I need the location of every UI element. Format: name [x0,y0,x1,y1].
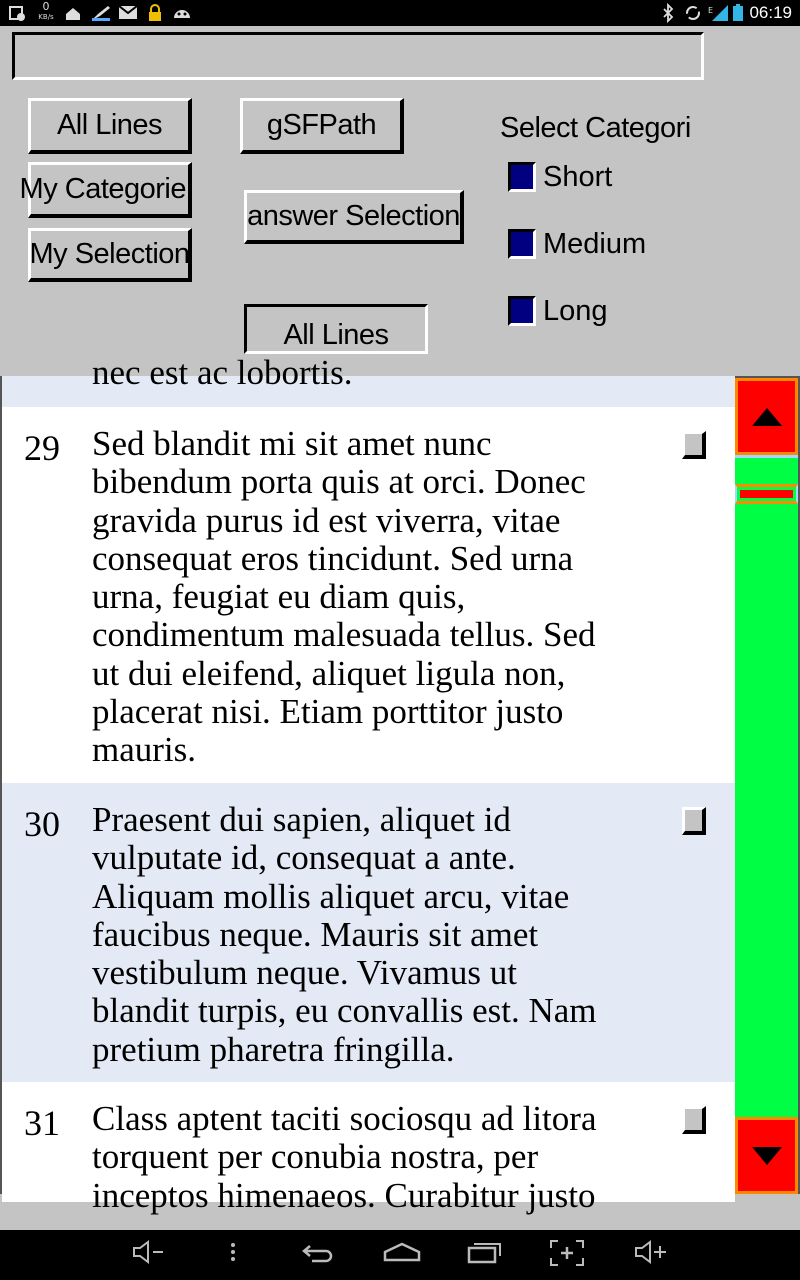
volume-down-icon[interactable] [130,1238,166,1273]
screenshot-icon[interactable] [548,1238,586,1275]
category-medium[interactable] [508,227,646,261]
category-medium-checkbox[interactable] [508,229,536,259]
category-long-label: Long [543,294,608,327]
answer-selection-button[interactable]: answer Selection [244,190,464,244]
scroll-track-divider [735,455,798,458]
list-item-checkbox[interactable] [682,431,706,459]
signal-icon [708,4,730,22]
list-item-text: Praesent dui sapien, aliquet id vulputate id, consequat a ante. Aliquam mollis aliquet arcu, vitae faucibus neque. Mauris sit amet vestibulum neque. Vivamus ut blandit turpis, eu convallis est. Nam pretium pharetra fringilla. [92,800,597,1069]
category-long[interactable] [508,294,608,328]
data-speed-icon [36,2,56,22]
scrollbar[interactable] [735,376,800,1194]
list-item-number: 31 [24,1103,60,1143]
all-lines-center-button[interactable]: All Lines [244,304,428,354]
bluetooth-icon [662,4,674,22]
gmail-icon [118,4,138,22]
my-selection-button[interactable]: My Selection [28,228,192,282]
list-item[interactable] [2,1082,735,1215]
category-medium-label: Medium [543,227,647,260]
lock-icon [148,4,162,22]
data-speed-value: 0 [42,0,50,13]
scroll-up-button[interactable] [735,378,798,455]
list-item[interactable] [2,407,735,783]
arrow-down-icon [752,1147,782,1165]
sync-icon [684,4,702,22]
download-icon [64,4,82,22]
list-item-checkbox[interactable] [682,807,706,835]
android-icon [172,4,192,22]
back-icon[interactable] [300,1238,336,1273]
list-item-partial[interactable] [2,353,735,407]
lines-list[interactable] [0,353,735,1215]
category-short-checkbox[interactable] [508,162,536,192]
my-categories-button[interactable]: My Categorie [28,162,192,218]
navigation-bar [0,1230,800,1280]
top-text-input[interactable] [12,32,704,80]
battery-icon [732,4,744,22]
list-item-number: 30 [24,804,60,844]
list-item[interactable] [2,783,735,1082]
all-lines-button[interactable]: All Lines [28,98,192,154]
select-categories-label: Select Categori [500,112,691,144]
arrow-up-icon [752,408,782,426]
list-item-text: Sed blandit mi sit amet nunc bibendum porta quis at orci. Donec gravida purus id est viverra, vitae consequat eros tincidunt. Sed urna urna, feugiat eu diam quis, condimentum malesuada tellus. Sed ut dui eleifend, aliquet ligula non, placerat nisi. Etiam porttitor justo mauris. [92,424,596,770]
paint-icon [90,4,112,22]
menu-icon[interactable] [226,1238,240,1273]
list-item-number: 29 [24,428,60,468]
list-item-text: Class aptent taciti sociosqu ad litora torquent per conubia nostra, per inceptos himenaeos. Curabitur justo [92,1099,597,1215]
volume-up-icon[interactable] [632,1238,668,1273]
recent-apps-icon[interactable] [466,1238,504,1273]
data-speed-unit: KB/s [38,13,54,21]
clock: 06:19 [749,3,792,22]
category-long-checkbox[interactable] [508,296,536,326]
scroll-thumb[interactable] [735,484,798,504]
status-bar [0,0,800,26]
category-short-label: Short [543,160,613,193]
svg-text:E: E [708,6,714,15]
scroll-down-button[interactable] [735,1117,798,1194]
gsfpath-button[interactable]: gSFPath [240,98,404,154]
list-item-text: nec est ac lobortis. [92,353,353,392]
category-short[interactable] [508,160,612,194]
list-item-checkbox[interactable] [682,1106,706,1134]
android-debug-icon [8,4,26,22]
home-icon[interactable] [382,1238,422,1273]
